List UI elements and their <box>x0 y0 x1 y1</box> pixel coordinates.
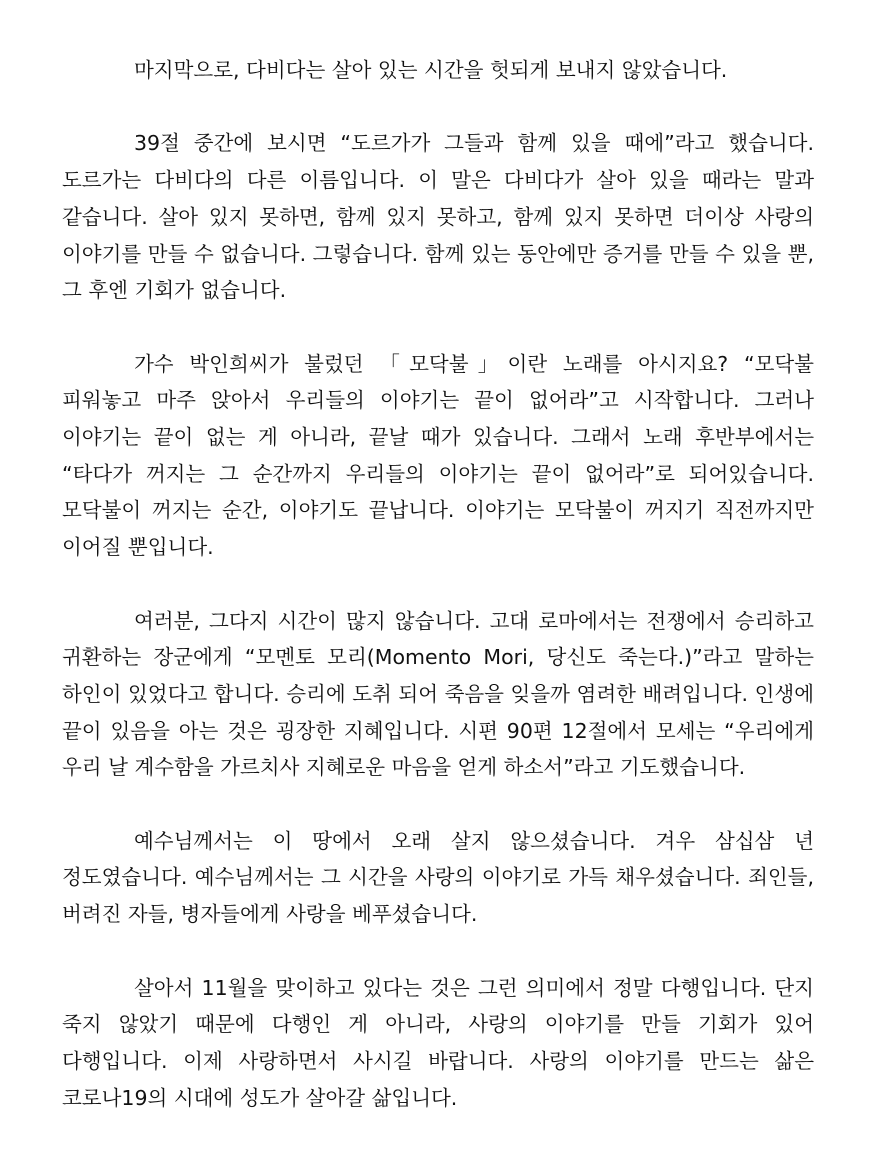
paragraph-dorcas: 39절 중간에 보시면 “도르가가 그들과 함께 있을 때에”라고 했습니다. 도르가는 다비다의 다른 이름입니다. 이 말은 다비다가 살아 있을 때라는 말과 같습니다. 살아 있지 못하면, 함께 있지 못하고, 함께 있지 못하면 더이상 사랑의 이야기를 만들 수 없습니다. 그렇습니다. 함께 있는 동안에만 증거를 만들 수 있을 뿐, 그 후엔 기회가 없습니다. <box>62 131 814 303</box>
paragraph-campfire-song: 가수 박인희씨가 불렀던 「모닥불」이란 노래를 아시지요? “모닥불 피워놓고 마주 앉아서 우리들의 이야기는 끝이 없어라”고 시작합니다. 그러나 이야기는 끝이 없는 게 아니라, 끝날 때가 있습니다. 그래서 노래 후반부에서는 “타다가 꺼지는 그 순간까지 우리들의 이야기는 끝이 없어라”로 되어있습니다. 모닥불이 꺼지는 순간, 이야기도 끝납니다. 이야기는 모닥불이 꺼지기 직전까지만 이어질 뿐입니다. <box>62 351 814 560</box>
document-body <box>62 52 814 1116</box>
paragraph-jesus: 예수님께서는 이 땅에서 오래 살지 않으셨습니다. 겨우 삼십삼 년 정도였습니다. 예수님께서는 그 시간을 사랑의 이야기로 가득 채우셨습니다. 죄인들, 버려진 자들, 병자들에게 사랑을 베푸셨습니다. <box>62 828 814 927</box>
paragraph-closing-intro: 마지막으로, 다비다는 살아 있는 시간을 헛되게 보내지 않았습니다. <box>134 58 728 82</box>
paragraph-november: 살아서 11월을 맞이하고 있다는 것은 그런 의미에서 정말 다행입니다. 단지 죽지 않았기 때문에 다행인 게 아니라, 사랑의 이야기를 만들 기회가 있어 다행입니다. 이제 사랑하면서 사시길 바랍니다. 사랑의 이야기를 만드는 삶은 코로나19의 시대에 성도가 살아갈 삶입니다. <box>62 975 814 1110</box>
paragraph-memento-mori: 여러분, 그다지 시간이 많지 않습니다. 고대 로마에서는 전쟁에서 승리하고 귀환하는 장군에게 “모멘토 모리(Momento Mori, 당신도 죽는다.)”라고 말하는 하인이 있었다고 합니다. 승리에 도취 되어 죽음을 잊을까 염려한 배려입니다. 인생에 끝이 있음을 아는 것은 굉장한 지혜입니다. 시편 90편 12절에서 모세는 “우리에게 우리 날 계수함을 가르치사 지혜로운 마음을 얻게 하소서”라고 기도했습니다. <box>62 608 814 780</box>
